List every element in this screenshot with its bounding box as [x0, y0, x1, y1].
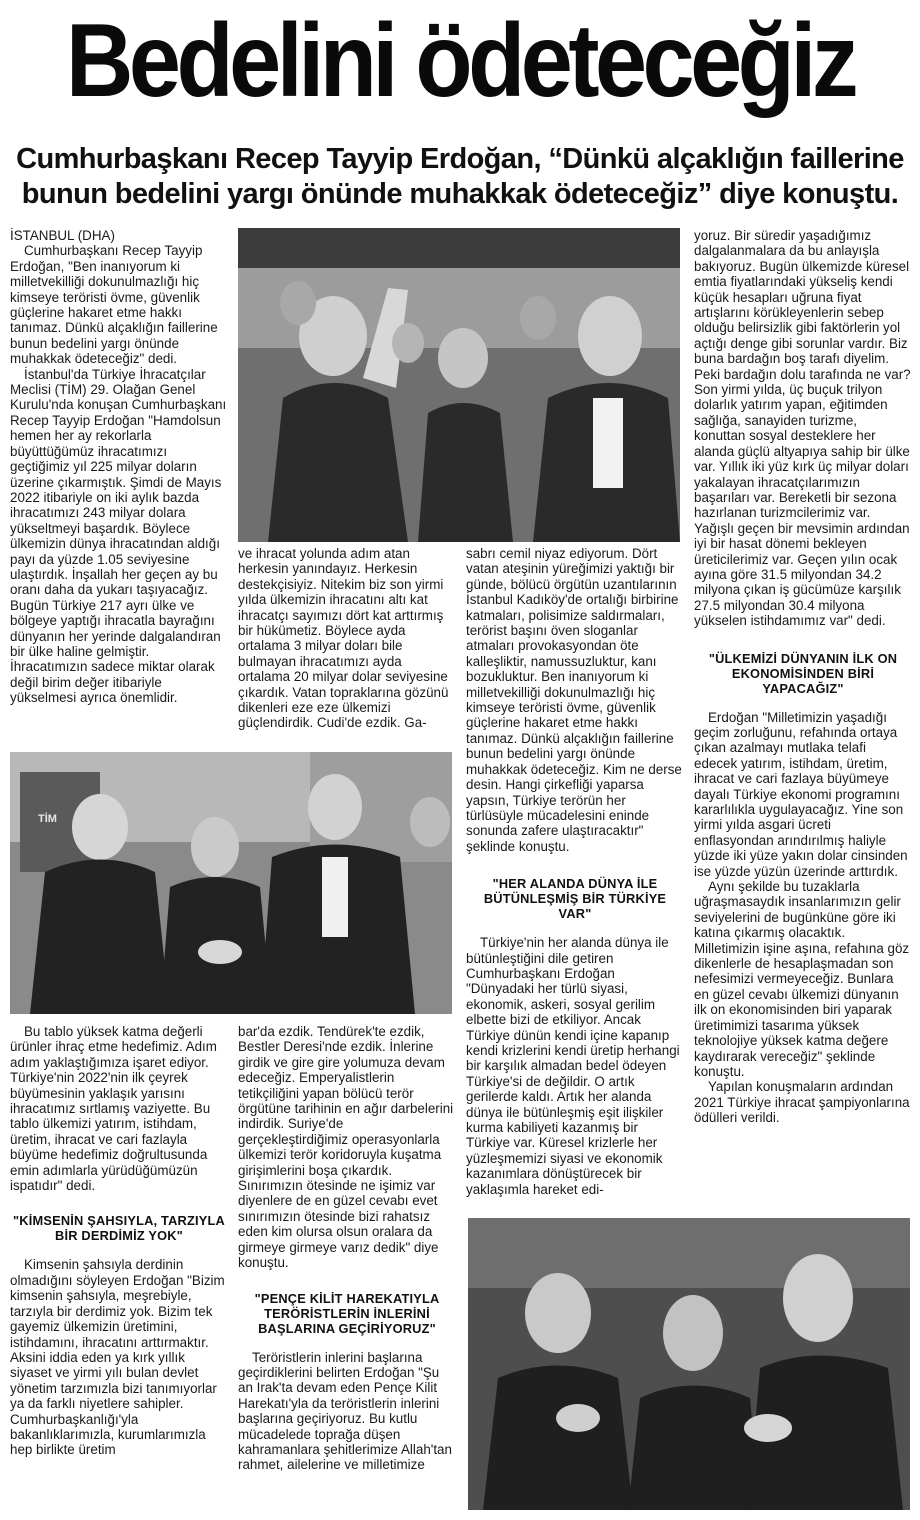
paragraph: ve ihracat yolunda adım atan herkesin yanındayız. Herkesin destekçisiyiz. Nitekim biz son yirmi yılda ülkemizin ihracatını altı kat ihracatçı sayımızı dört kat arttırmış bir hükümetiz. Böylece ayda ortalama 3 milyar doları bile bulmayan ihracatımızı ayda ortalama 20 milyar dolar seviyesine çıkardık. Vatan topraklarına gözünü dikenleri eze eze ülkemizi güçlendirdik. Cudi'de ezdik. Ga- — [238, 546, 449, 731]
column-1-bottom — [10, 1024, 228, 1458]
headline: Bedelini ödeteceğiz — [65, 3, 855, 119]
column-2-bottom — [238, 1024, 456, 1473]
paragraph: Aynı şekilde bu tuzaklarla uğraşmasaydık insanlarımızın gelir seviyelerini de bugünküne göre iki katına çıkarmış olacaktık. Milletimizin işine aşına, refahına göz dikenlerle de hesaplaşmadan son nefesimizi vermeyeceğiz. Bunlara en güzel cevabı ülkemizi dünyanın ilk on ekonomisinden biri yaparak üretimimizi tasarıma yüksek teknolojiye yüksek katma değere kaydırarak vereceğiz" şeklinde konuştu. — [694, 879, 910, 1079]
paragraph: Türkiye'nin her alanda dünya ile bütünleştiğini dile getiren Cumhurbaşkanı Erdoğan "Dünyadaki her türlü siyasi, ekonomik, askeri, sosyal gerilim elbette bizi de etkiliyor. Ancak Türkiye dünün kendi içine kapanıp kendi krizlerini kendi üretip herhangi bir karşılık almadan bedel ödeyen Türkiye'si de değildir. O artık gerilerde kaldı. Artık her alanda dünya ile bütünleşmiş eşit ilişkiler kurma kabiliyeti kazanmış bir Türkiye var. Küresel krizlerle her yüzleşmemizi siyasi ve ekonomik kazanımlara dönüştürecek bir yaklaşımla hareket edi- — [466, 935, 680, 1197]
dateline: İSTANBUL (DHA) — [10, 228, 115, 243]
subheading: "HER ALANDA DÜNYA İLE BÜTÜNLEŞMİŞ BİR TÜRKİYE VAR" — [483, 876, 667, 922]
paragraph: yoruz. Bir süredir yaşadığımız dalgalanmalara da bu anlayışla bakıyoruz. Bugün ülkemizde küresel emtia fiyatlarındaki yükseliş kendi küçük hesapları uğruna fiyat artışlarını körükleyenlerin sebep olduğu belirsizlik gibi faktörlerin yol açtığı denge gibi sorunlar vardır. Biz buna bardağın boş tarafı diyelim. Peki bardağın dolu tarafında ne var? Son yirmi yılda, üç buçuk trilyon dolarlık yatırım yapan, eğitimden sağlığa, sanayiden turizme, konuttan sosyal desteklere her alanda güçlü altyapıya sahip bir ülke var. Yıllık iki yüz kırk üç milyar doları yakalayan ihracatçılarımızın başarıları var. Bereketli bir sezona hazırlanan turizmcilerimiz var. Yağışlı geçen bir mevsimin ardından iyi bir hasat dönemi bekleyen üreticilerimiz var. Geçen yılın ocak ayına göre 31.5 milyondan 34.2 milyona çıkan iş gücümüze karşılık 27.5 milyondan 30.4 milyona yükselen istihdamımız var" dedi. — [694, 228, 911, 629]
subheading: "ÜLKEMİZİ DÜNYANIN İLK ON EKONOMİSİNDEN BİRİ YAPACAĞIZ" — [708, 650, 898, 696]
paragraph: Teröristlerin inlerini başlarına geçirdiklerini belirten Erdoğan "Şu an Irak'ta devam eden Pençe Kilit Harekatı'yla da teröristlerin inlerini başlarına geçiriyoruz. Bu kutlu mücadelede toprağa düşen kahramanlara şehitlerimize Allah'tan rahmet, ailelerine ve milletimize — [238, 1349, 452, 1473]
paragraph: İstanbul'da Türkiye İhracatçılar Meclisi (TİM) 29. Olağan Genel Kurulu'nda konuşan Cumhurbaşkanı Recep Tayyip Erdoğan "Hamdolsun hemen her ay rekorlarla büyüttüğümüz ihracatımızı geçtiğimiz yıl 225 milyar doların üzerine çıkarmıştık. Şimdi de Mayıs 2022 itibariyle on iki aylık bazda ihracatımızı 243 milyar dolara yükseltmeyi başardık. Böylece ülkemizin dünya ihracatından aldığı payı da yüzde 1.05 seviyesine ulaştırdık. İnşallah her geçen ay bu oranı daha da yukarı taşıyacağız. Bugün Türkiye 217 ayrı ülke ve bölgeye yaptığı ihracatla bayrağını dünyanın her yerinde dalgalandıran bir ülke haline gelmiştir. İhracatımızın sadece miktar olarak değil birim değer itibariyle yükselmesi ayrıca önemlidir. — [10, 366, 227, 706]
subheading: "KİMSENİN ŞAHSIYLA, TARZIYLA BİR DERDİMİZ YOK" — [13, 1213, 225, 1244]
paragraph: Erdoğan "Milletimizin yaşadığı geçim zorluğunu, refahında ortaya çıkan azalmayı mutlaka telafi edecek yatırım, istihdam, üretim, ihracat ve cari fazlaya büyümeye dayalı Türkiye ekonomi programını kararlılıkla uygulayacağız. Yine son yirmi yılda asgari ücreti enflasyondan arındırılmış haliyle yüzde iki yüze yakın dolar cinsinden ise yüzde yüzün üzerinde arttırdık. — [694, 709, 908, 879]
paragraph: sabrı cemil niyaz ediyorum. Dört vatan ateşinin yüreğimizi yaktığı bir günde, bölücü örgütün uzantılarının İstanbul Kadıköy'de ortalığı birbirine katmaları, polisimize saldırmaları, terörist başını öven sloganlar atmaları provokasyondan öte kalleşliktir, namussuzluktur, kanı bozukluktur. Ben inanıyorum ki milletvekilliği dokunulmazlığı hiç kimseye teröristi övme, güvenlik güçlerine hakaret etme hakkı tanımaz. Dünkü alçaklığın faillerine bunun bedelini yargı önünde muhakkak ödeteceğiz. Kim ne derse desin. Hangi çirkefliği yaparsa yapsın, Türkiye terörün her türlüsüyle mücadelesini eninde sonunda zafere ulaştıracaktır" şeklinde konuştu. — [466, 546, 682, 854]
column-4 — [694, 228, 912, 1126]
photo-applause — [238, 228, 680, 542]
subheading: "PENÇE KİLİT HAREKATIYLA TERÖRİSTLERİN İNLERİNİ BAŞLARINA GEÇİRİYORUZ" — [254, 1290, 440, 1336]
deck-subtitle: Cumhurbaşkanı Recep Tayyip Erdoğan, “Dünkü alçaklığın faillerine bunun bedelini yargı önünde muhakkak ödeteceğiz” diye konuştu. — [16, 143, 904, 210]
photo-handshake — [10, 752, 452, 1014]
column-2-mid — [238, 546, 456, 731]
paragraph: Cumhurbaşkanı Recep Tayyip Erdoğan, "Ben inanıyorum ki milletvekilliği dokunulmazlığı hiç kimseye teröristi övme, güvenlik güçlerine hakaret etme hakkı tanımaz. Dünkü alçaklığın faillerine bunun bedelini yargı önünde muhakkak ödeteceğiz" dedi. — [10, 243, 218, 367]
column-1-top — [10, 228, 228, 706]
paragraph: Yapılan konuşmaların ardından 2021 Türkiye ihracat şampiyonlarına ödülleri verildi. — [694, 1079, 910, 1126]
photo-sign-text: TİM — [38, 813, 57, 825]
paragraph: bar'da ezdik. Tendürek'te ezdik, Bestler Deresi'nde ezdik. İnlerine girdik ve gire gire yolumuza devam edeceğiz. Emperyalistlerin tetikçiliğini yapan bölücü terör örgütüne tarihinin en ağır darbelerini indirdik. Suriye'de gerçekleştirdiğimiz operasyonlarla ülkemizi terör koridoruyla kuşatma girişimlerini boşa çıkardık. Sınırımızın ötesinde ne işimiz var diyenlere de en güzel cevabı evet sınırımızın ötesinde bizi rahatsız eden kim olursa olsun oralara da girmeye girmeye varız dedik" diye konuştu. — [238, 1024, 454, 1271]
paragraph: Kimsenin şahsıyla derdinin olmadığını söyleyen Erdoğan "Bizim kimsenin şahsıyla, meşrebiyle, tarzıyla bir derdimiz yok. Bizim tek gayemiz ülkemizin üretimini, istihdamını, ihracatını arttırmaktır. Aksini iddia eden ya kırk yıllık siyaset ve yirmi yılı bulan devlet yönetim tarzımızla bizi tanımıyorlar ya da farklı niyetlere sahipler. Cumhurbaşkanlığı'yla bakanlıklarımızla, kurumlarımızla hep birlikte üretim — [10, 1257, 225, 1458]
column-3-mid — [466, 546, 684, 1197]
paragraph: Bu tablo yüksek katma değerli ürünler ihraç etme hedefimiz. Adım adım yaklaştığımıza işaret ediyor. Türkiye'nin 2022'nin ilk çeyrek büyümesinin yaklaşık yarısını ihracatımız sırtlamış vaziyette. Bu tablo ülkemizi yatırım, istihdam, üretim, ihracat ve cari fazlayla büyüme hedefimiz doğrultusunda emin adımlarla yürüdüğümüzün ispatıdır" dedi. — [10, 1024, 217, 1194]
photo-audience — [468, 1218, 910, 1510]
